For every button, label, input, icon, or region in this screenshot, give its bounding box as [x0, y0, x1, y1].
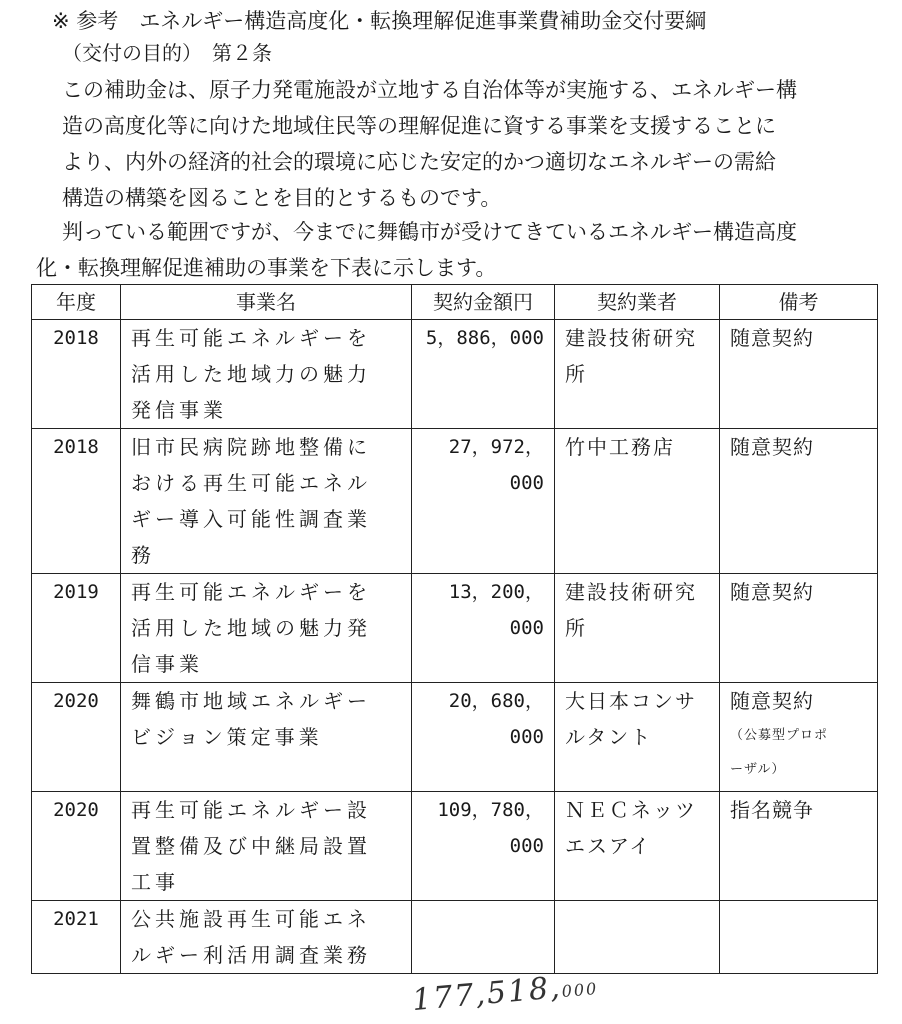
contractor-line: ＮＥＣネッツ	[565, 798, 697, 822]
cell-year: 2019	[32, 574, 121, 683]
project-name-line: 活用した地域力の魅力	[131, 362, 371, 386]
contractor-line: 竹中工務店	[565, 435, 675, 459]
cell-amount: 5，886，000	[412, 320, 555, 429]
contractor-line: ルタント	[565, 725, 653, 749]
intro-line: 判っている範囲ですが、今までに舞鶴市が受けてきているエネルギー構造高度	[62, 220, 797, 244]
cell-amount: 20，680，000	[412, 683, 555, 792]
header-remarks: 備考	[720, 285, 878, 320]
cell-year: 2020	[32, 683, 121, 792]
remarks-text: 随意契約	[730, 689, 814, 713]
header-contractor: 契約業者	[555, 285, 720, 320]
cell-project	[121, 901, 412, 974]
article-heading: （交付の目的） 第２条	[62, 41, 272, 65]
cell-remarks	[720, 574, 878, 683]
cell-year: 2021	[32, 901, 121, 974]
project-name-line: 再生可能エネルギー設	[131, 798, 371, 822]
project-name-line: 工事	[131, 870, 179, 894]
remarks-subnote: （公募型プロポ	[730, 728, 829, 743]
handwritten-total-main: 177,518,	[410, 970, 563, 1019]
header-amount: 契約金額円	[412, 285, 555, 320]
cell-project	[121, 320, 412, 429]
project-name-line: 舞鶴市地域エネルギー	[131, 689, 371, 713]
contractor-line: 建設技術研究	[565, 580, 697, 604]
purpose-line: この補助金は、原子力発電施設が立地する自治体等が実施する、エネルギー構	[62, 78, 797, 102]
cell-project	[121, 792, 412, 901]
handwritten-total-tail: 000	[560, 978, 599, 1002]
remarks-text: 指名競争	[730, 798, 814, 822]
reference-title: ※ 参考 エネルギー構造高度化・転換理解促進事業費補助金交付要綱	[52, 9, 707, 33]
cell-year: 2020	[32, 792, 121, 901]
table-row	[32, 683, 878, 792]
project-name-line: 公共施設再生可能エネ	[131, 907, 371, 931]
remarks-text: 随意契約	[730, 326, 814, 350]
remarks-text: 随意契約	[730, 580, 814, 604]
cell-amount: 13，200，000	[412, 574, 555, 683]
project-name-line: 務	[131, 543, 155, 567]
project-name-line: 信事業	[131, 652, 203, 676]
purpose-line: より、内外の経済的社会的環境に応じた安定的かつ適切なエネルギーの需給	[62, 150, 776, 174]
project-name-line: 旧市民病院跡地整備に	[131, 435, 371, 459]
cell-amount: 109，780，000	[412, 792, 555, 901]
contractor-line: 所	[565, 362, 587, 386]
intro-line: 化・転換理解促進補助の事業を下表に示します。	[36, 256, 497, 280]
cell-project	[121, 429, 412, 574]
cell-remarks	[720, 683, 878, 792]
cell-contractor	[555, 574, 720, 683]
table-row	[32, 429, 878, 574]
project-name-line: ルギー利活用調査業務	[131, 943, 371, 967]
handwritten-total	[411, 967, 599, 1018]
purpose-line: 構造の構築を図ることを目的とするものです。	[62, 186, 502, 210]
cell-year: 2018	[32, 320, 121, 429]
project-name-line: 再生可能エネルギーを	[131, 580, 371, 604]
table-row	[32, 574, 878, 683]
cell-contractor	[555, 901, 720, 974]
project-name-line: ギー導入可能性調査業	[131, 507, 371, 531]
contractor-line: 所	[565, 616, 587, 640]
contractor-line: 大日本コンサ	[565, 689, 697, 713]
header-project: 事業名	[121, 285, 412, 320]
purpose-paragraph	[62, 72, 892, 216]
project-name-line: 発信事業	[131, 398, 227, 422]
project-name-line: 再生可能エネルギーを	[131, 326, 371, 350]
cell-year: 2018	[32, 429, 121, 574]
table-row	[32, 901, 878, 974]
cell-project	[121, 574, 412, 683]
cell-amount	[412, 901, 555, 974]
project-name-line: 置整備及び中継局設置	[131, 834, 371, 858]
cell-contractor	[555, 792, 720, 901]
table-header-row	[32, 285, 878, 320]
table-row	[32, 792, 878, 901]
cell-remarks	[720, 320, 878, 429]
cell-remarks	[720, 429, 878, 574]
cell-contractor	[555, 320, 720, 429]
cell-contractor	[555, 683, 720, 792]
cell-contractor	[555, 429, 720, 574]
project-name-line: 活用した地域の魅力発	[131, 616, 371, 640]
purpose-line: 造の高度化等に向けた地域住民等の理解促進に資する事業を支援することに	[62, 114, 776, 138]
cell-remarks	[720, 901, 878, 974]
header-year: 年度	[32, 285, 121, 320]
projects-table	[31, 284, 878, 974]
project-name-line: おける再生可能エネル	[131, 471, 371, 495]
project-name-line: ビジョン策定事業	[131, 725, 323, 749]
remarks-subnote: ーザル）	[730, 762, 786, 777]
contractor-line: 建設技術研究	[565, 326, 697, 350]
table-body	[32, 320, 878, 974]
contractor-line: エスアイ	[565, 834, 652, 858]
cell-remarks	[720, 792, 878, 901]
remarks-text: 随意契約	[730, 435, 814, 459]
intro-paragraph	[36, 214, 892, 286]
table-row	[32, 320, 878, 429]
cell-project	[121, 683, 412, 792]
cell-amount: 27，972，000	[412, 429, 555, 574]
